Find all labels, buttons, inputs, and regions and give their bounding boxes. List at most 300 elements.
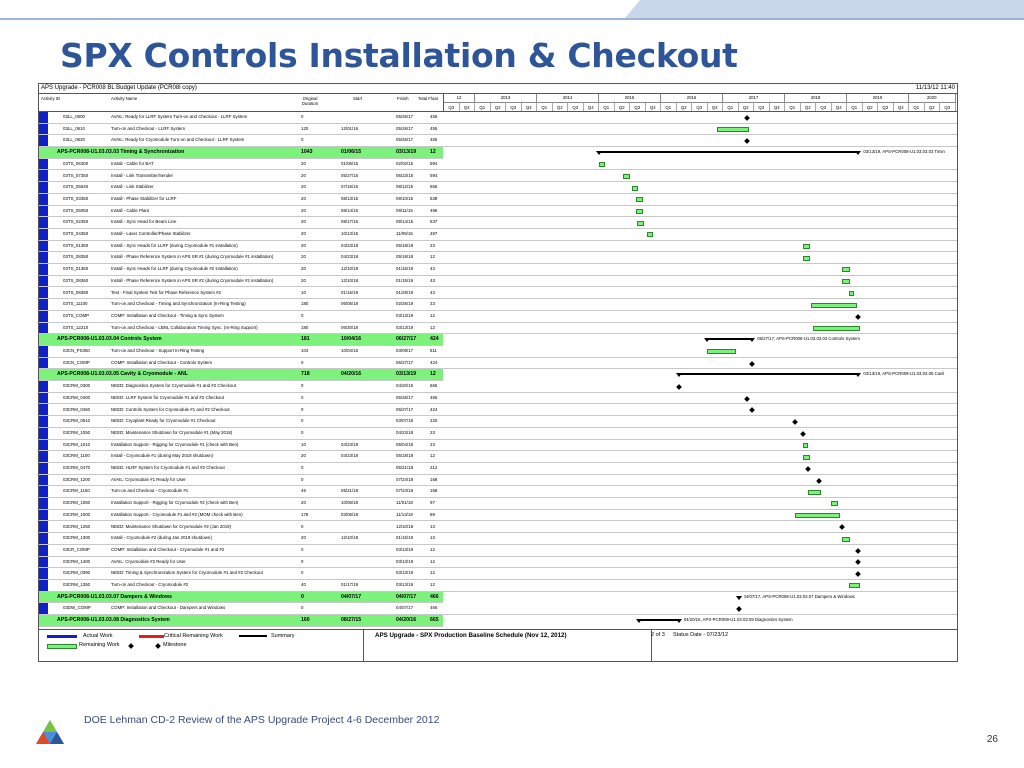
- timeline-header: [443, 94, 958, 111]
- start-date: 04/07/17: [341, 593, 362, 600]
- remaining-work-bar: [831, 501, 837, 506]
- start-date: 06/20/18: [341, 324, 359, 330]
- finish-date: 08/12/15: [396, 184, 414, 190]
- slide-title: SPX Controls Installation & Checkout: [60, 36, 738, 75]
- quarter-cell: Q3: [816, 102, 832, 111]
- activity-name: Install - Cryomodule #1 (during May 2018 shutdown): [111, 453, 214, 459]
- finish-date: 03/13/19: [396, 371, 417, 378]
- activity-row: [39, 276, 957, 288]
- activity-name: NEED: Cryoplant Ready for Cryomodule #1 Checkout: [111, 418, 216, 424]
- activity-name: NEED: Maintenance Shutdown for Cryomodule #2 (Jan 2019): [111, 523, 232, 529]
- activity-name: Install - Link Transmitter/Sender: [111, 172, 173, 178]
- finish-date: 04/07/17: [396, 605, 414, 611]
- quarter-cell: Q2: [553, 102, 569, 111]
- activity-id: 03TS_COMP: [63, 312, 90, 318]
- summary-note: 03/13/19, APS-PCR008-U1.03.03.05 Cavit: [863, 371, 945, 377]
- activity-id: 03TS_04350: [63, 231, 89, 236]
- activity-id: APS-PCR008-U1.03.03.07 Dampers & Windows: [57, 593, 172, 600]
- finish-date: 03/09/17: [396, 348, 414, 353]
- legend-remaining: Remaining Work: [79, 642, 120, 648]
- duration: 0: [301, 418, 304, 424]
- activity-name: Install - Sync Heads for LLRF (during Cryomodule #1 installation): [111, 242, 238, 248]
- finish-date: 09/11/15: [396, 207, 413, 213]
- total-float: 455: [430, 137, 438, 143]
- finish-date: 03/07/18: [396, 418, 414, 424]
- activity-id: 03LL_0600: [63, 114, 85, 119]
- duration: 20: [301, 184, 306, 190]
- total-float: 12: [430, 546, 435, 552]
- remaining-work-bar: [849, 291, 854, 296]
- legend-actual: Actual Work: [83, 633, 113, 639]
- activity-row: [39, 182, 957, 194]
- start-date: 10/04/16: [341, 348, 359, 353]
- start-date: 04/23/18: [341, 242, 359, 248]
- activity-id: 03CN_PS350: [63, 348, 90, 353]
- activity-row: [39, 451, 957, 463]
- quarter-cell: Q1: [847, 102, 863, 111]
- duration: 20: [301, 453, 306, 459]
- activity-name: COMP: Installation and Checkout - Dampers and Windows: [111, 605, 226, 611]
- quarter-cell: Q4: [646, 102, 662, 111]
- activity-id: 03CRM_1100: [63, 453, 90, 459]
- activity-id: 03CRM_1350: [63, 582, 91, 587]
- duration: 178: [301, 511, 309, 517]
- legend: [39, 629, 957, 661]
- finish-date: 02/26/19: [396, 301, 414, 307]
- activity-name: Installation Support - Rigging for Cryomodule #2 (check with Ben): [111, 500, 239, 506]
- finish-date: 05/26/17: [396, 137, 414, 143]
- activity-id: 03TS_07350: [63, 172, 89, 178]
- duration: 20: [301, 500, 306, 506]
- total-float: 594: [430, 172, 438, 178]
- wbs-summary-row: [39, 615, 443, 627]
- start-date: 08/17/15: [341, 219, 359, 225]
- year-cell: 2014: [537, 94, 599, 102]
- activity-id: 03CRM_1000: [63, 511, 91, 517]
- activity-name: AVAIL: Ready for Cryomodule Turn-on and Checkout - LLRF System: [111, 137, 245, 143]
- activity-id: 03TS_05050: [63, 207, 89, 213]
- wbs-summary-row: [39, 147, 443, 159]
- duration: 20: [301, 242, 306, 248]
- year-cell: 2020: [909, 94, 956, 102]
- activity-name: Turn-on and Checkout - LLRF System: [111, 125, 186, 131]
- duration: 20: [301, 195, 306, 201]
- start-date: 01/06/15: [341, 160, 359, 166]
- total-float: 23: [430, 301, 435, 307]
- remaining-work-bar: [803, 244, 809, 249]
- activity-row: [39, 241, 957, 253]
- total-float: 168: [430, 476, 438, 482]
- activity-name: Test - Final System Test for Phase Reference System #2: [111, 289, 221, 295]
- remaining-work-bar: [842, 267, 850, 272]
- schedule-body: [39, 112, 957, 626]
- quarter-cell: Q3: [568, 102, 584, 111]
- start-date: 01/17/19: [341, 582, 359, 587]
- duration: 20: [301, 207, 306, 213]
- duration: 120: [301, 125, 309, 131]
- col-finish: Finish: [397, 96, 409, 101]
- duration: 0: [301, 476, 304, 482]
- project-title: APS Upgrade - PCR008 BL Budget Update (PCR08l copy): [41, 85, 197, 91]
- summary-end-marker: [855, 151, 861, 155]
- total-float: 12: [430, 312, 435, 318]
- activity-row: [39, 603, 957, 615]
- remaining-work-bar: [636, 209, 643, 214]
- activity-row: [39, 171, 957, 183]
- summary-end-marker: [855, 373, 861, 377]
- quarter-cell: Q1: [475, 102, 491, 111]
- legend-critical: Critical Remaining Work: [164, 633, 223, 639]
- activity-name: COMP: Installation and Checkout - Timing & Sync System: [111, 312, 224, 318]
- col-total-float: Total Float: [418, 96, 438, 101]
- start-date: 05/21/18: [341, 488, 359, 494]
- legend-milestone: Milestone: [163, 642, 187, 648]
- summary-bar: [599, 151, 859, 153]
- total-float: 537: [430, 219, 438, 225]
- activity-id: 03TS_11100: [63, 301, 88, 307]
- activity-name: NEED: Timing & Synchronization System for Cryomodule #1 and #2 Checkout: [111, 570, 263, 576]
- total-float: 12: [430, 558, 435, 564]
- finish-date: 11/01/18: [396, 500, 413, 506]
- legend-actual-swatch: [47, 635, 77, 638]
- duration: 0: [301, 465, 304, 470]
- activity-row: [39, 124, 957, 136]
- quarter-cell: Q2: [677, 102, 693, 111]
- activity-row: [39, 428, 957, 440]
- activity-row: [39, 264, 957, 276]
- summary-bar: [679, 373, 859, 375]
- year-cell: 2019: [847, 94, 909, 102]
- activity-id: 03CRM_1300: [63, 535, 91, 541]
- total-float: 594: [430, 160, 438, 166]
- duration: 0: [301, 383, 304, 389]
- activity-id: 03TS_12210: [63, 324, 89, 330]
- duration: 40: [301, 582, 306, 587]
- activity-name: COMP: Installation and Checkout - Controls System: [111, 359, 213, 365]
- quarter-cell: Q4: [832, 102, 848, 111]
- quarter-cell: Q1: [537, 102, 553, 111]
- activity-name: Install - Sync Head for Beam Line: [111, 219, 177, 225]
- duration: 0: [301, 546, 304, 552]
- activity-id: 03TS_06300: [63, 160, 89, 166]
- col-start: Start: [353, 96, 363, 101]
- duration: 0: [301, 558, 304, 564]
- activity-row: [39, 358, 957, 370]
- remaining-work-bar: [842, 537, 850, 542]
- summary-end-marker: [676, 619, 682, 623]
- quarter-cell: Q4: [460, 102, 476, 111]
- activity-id: 03CRM_0400: [63, 394, 91, 400]
- quarter-cell: Q1: [599, 102, 615, 111]
- activity-id: 03CRM_1250: [63, 523, 91, 529]
- activity-row: [39, 217, 957, 229]
- activity-row: [39, 533, 957, 545]
- duration: 1043: [301, 149, 313, 156]
- report-timestamp: 11/13/12 11:40: [915, 85, 955, 91]
- finish-date: 07/24/18: [396, 476, 414, 482]
- total-float: 12: [430, 254, 435, 260]
- activity-id: 03TS_01360: [63, 266, 89, 272]
- finish-date: 04/23/18: [396, 429, 414, 435]
- legend-title: APS Upgrade - SPX Production Baseline Schedule (Nov 12, 2012): [375, 632, 567, 639]
- total-float: 12: [430, 453, 435, 459]
- year-cell: 2013: [475, 94, 537, 102]
- quarter-cell: Q2: [801, 102, 817, 111]
- activity-id: APS-PCR008-U1.03.03.08 Diagnostics System: [57, 617, 170, 624]
- quarter-cell: Q2: [925, 102, 941, 111]
- summary-end-marker: [596, 151, 602, 155]
- activity-row: [39, 416, 957, 428]
- activity-name: Install - Phase Reference System in APS SR #1 (during Cryomodule #1 installation): [111, 254, 274, 260]
- activity-name: NEED: Maintenance Shutdown for Cryomodule #1 (May 2018): [111, 429, 233, 435]
- total-float: 424: [430, 359, 438, 365]
- activity-id: 03CRM_1400: [63, 558, 91, 564]
- start-date: 01/16/19: [341, 289, 359, 295]
- legend-status-date: Status Date - 07/23/12: [673, 632, 729, 638]
- wbs-summary-row: [39, 369, 443, 381]
- start-date: 12/10/18: [341, 277, 359, 283]
- legend-milestone-diamond: [128, 643, 134, 649]
- duration: 0: [301, 406, 304, 412]
- total-float: 89: [430, 511, 435, 517]
- quarter-cell: Q4: [770, 102, 786, 111]
- total-float: 212: [430, 465, 438, 470]
- activity-name: Install - Link Stabilizer: [111, 184, 154, 190]
- total-float: 455: [430, 125, 438, 131]
- finish-date: 09/14/15: [396, 219, 414, 225]
- activity-name: Install - Cable Plant: [111, 207, 150, 213]
- activity-id: 03CRM_1050: [63, 429, 91, 435]
- activity-name: Turn-on and Checkout - Timing and Synchronization (In-Ring Testing): [111, 301, 246, 307]
- total-float: 424: [430, 406, 438, 412]
- start-date: 04/20/16: [341, 371, 362, 378]
- total-float: 43: [430, 266, 435, 272]
- activity-row: [39, 557, 957, 569]
- remaining-work-bar: [717, 127, 749, 132]
- activity-name: AVAIL: Ready for LLRF System Turn-on and Checkout - LLRF System: [111, 114, 248, 119]
- quarter-cell: Q4: [584, 102, 600, 111]
- total-float: 23: [430, 429, 435, 435]
- legend-summary: Summary: [271, 633, 295, 639]
- activity-id: 03CRM_0470: [63, 465, 91, 470]
- year-cell: 2015: [599, 94, 661, 102]
- finish-date: 03/13/19: [396, 324, 414, 330]
- finish-date: 04/20/16: [396, 383, 414, 389]
- duration: 0: [301, 429, 304, 435]
- total-float: 466: [430, 593, 439, 600]
- total-float: 97: [430, 500, 435, 506]
- finish-date: 04/20/16: [396, 617, 417, 624]
- activity-id: 03TS_03350: [63, 195, 89, 201]
- duration: 718: [301, 371, 310, 378]
- finish-date: 03/13/19: [396, 312, 414, 318]
- activity-id: 03CN_COMP: [63, 359, 90, 365]
- total-float: 23: [430, 242, 435, 248]
- quarter-cell: Q3: [506, 102, 522, 111]
- summary-end-marker: [676, 373, 682, 377]
- activity-id: 03CRM_0510: [63, 418, 91, 424]
- activity-row: [39, 545, 957, 557]
- finish-date: 06/27/17: [396, 336, 417, 343]
- col-activity-name: Activity Name: [111, 96, 138, 101]
- total-float: 665: [430, 617, 439, 624]
- activity-id: APS-PCR008-U1.03.03.04 Controls System: [57, 336, 162, 343]
- total-float: 23: [430, 441, 435, 447]
- duration: 20: [301, 160, 306, 166]
- summary-end-marker: [704, 338, 710, 342]
- activity-id: 03CRM_1010: [63, 441, 91, 447]
- start-date: 04/23/18: [341, 441, 359, 447]
- remaining-work-bar: [795, 513, 840, 518]
- total-float: 12: [430, 582, 435, 587]
- quarter-cell: Q4: [522, 102, 538, 111]
- start-date: 06/05/18: [341, 301, 359, 307]
- quarter-cell: Q2: [491, 102, 507, 111]
- finish-date: 12/10/18: [396, 523, 414, 529]
- activity-name: AVAIL: Cryomodule #1 Ready for User: [111, 476, 186, 482]
- activity-id: 03CRM_1200: [63, 476, 91, 482]
- start-date: 04/23/18: [341, 453, 359, 459]
- duration: 10: [301, 289, 306, 295]
- activity-id: 03CRM_0390: [63, 570, 91, 576]
- quarter-cell: Q2: [863, 102, 879, 111]
- duration: 10: [301, 441, 306, 447]
- activity-row: [39, 112, 957, 124]
- start-date: 10/05/18: [341, 500, 359, 506]
- activity-id: 03TS_01350: [63, 242, 89, 248]
- total-float: 13: [430, 535, 435, 541]
- legend-critical-swatch: [139, 635, 164, 638]
- total-float: 424: [430, 336, 439, 343]
- total-float: 538: [430, 195, 438, 201]
- summary-bar: [707, 338, 752, 340]
- activity-id: APS-PCR008-U1.03.03.05 Cavity & Cryomodule - ANL: [57, 371, 188, 378]
- duration: 20: [301, 254, 306, 260]
- activity-row: [39, 522, 957, 534]
- duration: 0: [301, 394, 304, 400]
- activity-row: [39, 288, 957, 300]
- total-float: 556: [430, 184, 438, 190]
- start-date: 07/16/15: [341, 184, 359, 190]
- start-date: 12/10/18: [341, 535, 359, 541]
- finish-date: 03/13/19: [396, 582, 414, 587]
- legend-page: 2 of 3: [651, 632, 665, 638]
- total-float: 497: [430, 231, 438, 236]
- activity-row: [39, 252, 957, 264]
- remaining-work-bar: [849, 583, 861, 588]
- total-float: 13: [430, 523, 435, 529]
- quarter-cell: Q2: [615, 102, 631, 111]
- activity-id: 03TS_05640: [63, 184, 89, 190]
- activity-id: 03CRM_1060: [63, 500, 91, 506]
- activity-name: Turn-on and Checkout - Support In-Ring Testing: [111, 348, 205, 353]
- activity-id: 03CRM_0460: [63, 406, 91, 412]
- start-date: 04/23/18: [341, 254, 359, 260]
- footer-text: DOE Lehman CD-2 Review of the APS Upgrade Project 4-6 December 2012: [84, 714, 440, 726]
- start-date: 10/04/16: [341, 336, 362, 343]
- activity-id: 03CRM_0300: [63, 383, 91, 389]
- finish-date: 03/13/19: [396, 149, 417, 156]
- activity-id: 03TS_08360: [63, 277, 89, 283]
- activity-row: [39, 229, 957, 241]
- total-float: 12: [430, 570, 435, 576]
- finish-date: 05/18/18: [396, 242, 414, 248]
- activity-id: 03TS_02350: [63, 219, 89, 225]
- summary-note: 04/20/16, APS-PCR008-U1.03.03.08 Diagnostics System: [683, 617, 793, 623]
- duration: 0: [301, 114, 304, 119]
- activity-id: 03LL_0610: [63, 125, 85, 131]
- quarter-cell: Q3: [444, 102, 460, 111]
- remaining-work-bar: [599, 162, 605, 167]
- total-float: 455: [430, 394, 438, 400]
- duration: 0: [301, 359, 304, 365]
- page-number: 26: [986, 734, 998, 745]
- summary-note: 03/13/19, APS-PCR008-U1.03.03.03 Timin: [863, 149, 945, 155]
- col-duration: Original Duration: [301, 96, 319, 106]
- quarter-cell: Q4: [894, 102, 910, 111]
- activity-name: NEED: Controls System for Cryomodule #1 and #2 Checkout: [111, 406, 230, 412]
- activity-id: 03CR_COMP: [63, 546, 90, 552]
- activity-row: [39, 311, 957, 323]
- finish-date: 05/18/18: [396, 254, 414, 260]
- finish-date: 11/09/15: [396, 231, 413, 236]
- duration: 0: [301, 312, 304, 318]
- chart-header: [39, 84, 957, 94]
- duration: 20: [301, 219, 306, 225]
- activity-row: [39, 194, 957, 206]
- duration: 20: [301, 172, 306, 178]
- quarter-cell: Q1: [723, 102, 739, 111]
- activity-name: Turn-on and Checkout - LBNL Collaboration Timing Sync. (In-Ring Support): [111, 324, 258, 330]
- activity-row: [39, 498, 957, 510]
- legend-milestone-diamond: [155, 643, 161, 649]
- total-float: 455: [430, 114, 438, 119]
- duration: 104: [301, 348, 309, 353]
- summary-note: 06/27/17, APS-PCR008-U1.03.03.04 Controls System: [757, 336, 860, 342]
- duration: 160: [301, 617, 310, 624]
- col-activity-id: Activity ID: [41, 96, 61, 101]
- activity-row: [39, 405, 957, 417]
- activity-name: NEED: Diagnostics System for Cryomodule #1 and #2 Checkout: [111, 383, 236, 389]
- quarter-cell: Q3: [630, 102, 646, 111]
- wbs-summary-row: [39, 334, 443, 346]
- remaining-work-bar: [813, 326, 860, 331]
- quarter-cell: Q2: [739, 102, 755, 111]
- gantt-chart: [38, 83, 958, 662]
- finish-date: 09/10/15: [396, 195, 414, 201]
- remaining-work-bar: [632, 186, 638, 191]
- start-date: 08/14/15: [341, 207, 359, 213]
- duration: 180: [301, 324, 309, 330]
- activity-name: Install - Laser Controller/Phase Stabilizer: [111, 231, 191, 236]
- quarter-cell: Q3: [692, 102, 708, 111]
- activity-name: Turn-on and Checkout - Cryomodule #1: [111, 488, 189, 494]
- duration: 20: [301, 277, 306, 283]
- activity-name: Turn-on and Checkout - Cryomodule #2: [111, 582, 189, 587]
- duration: 0: [301, 605, 304, 611]
- quarter-cell: Q4: [708, 102, 724, 111]
- legend-remaining-swatch: [47, 644, 77, 649]
- activity-name: AVAIL: Cryomodule #2 Ready for User: [111, 558, 186, 564]
- start-date: 10/13/15: [341, 231, 359, 236]
- finish-date: 04/07/17: [396, 593, 417, 600]
- activity-row: [39, 440, 957, 452]
- summary-end-marker: [636, 619, 642, 623]
- finish-date: 06/27/17: [396, 406, 414, 412]
- finish-date: 05/18/18: [396, 453, 414, 459]
- total-float: 220: [430, 418, 438, 424]
- duration: 20: [301, 535, 306, 541]
